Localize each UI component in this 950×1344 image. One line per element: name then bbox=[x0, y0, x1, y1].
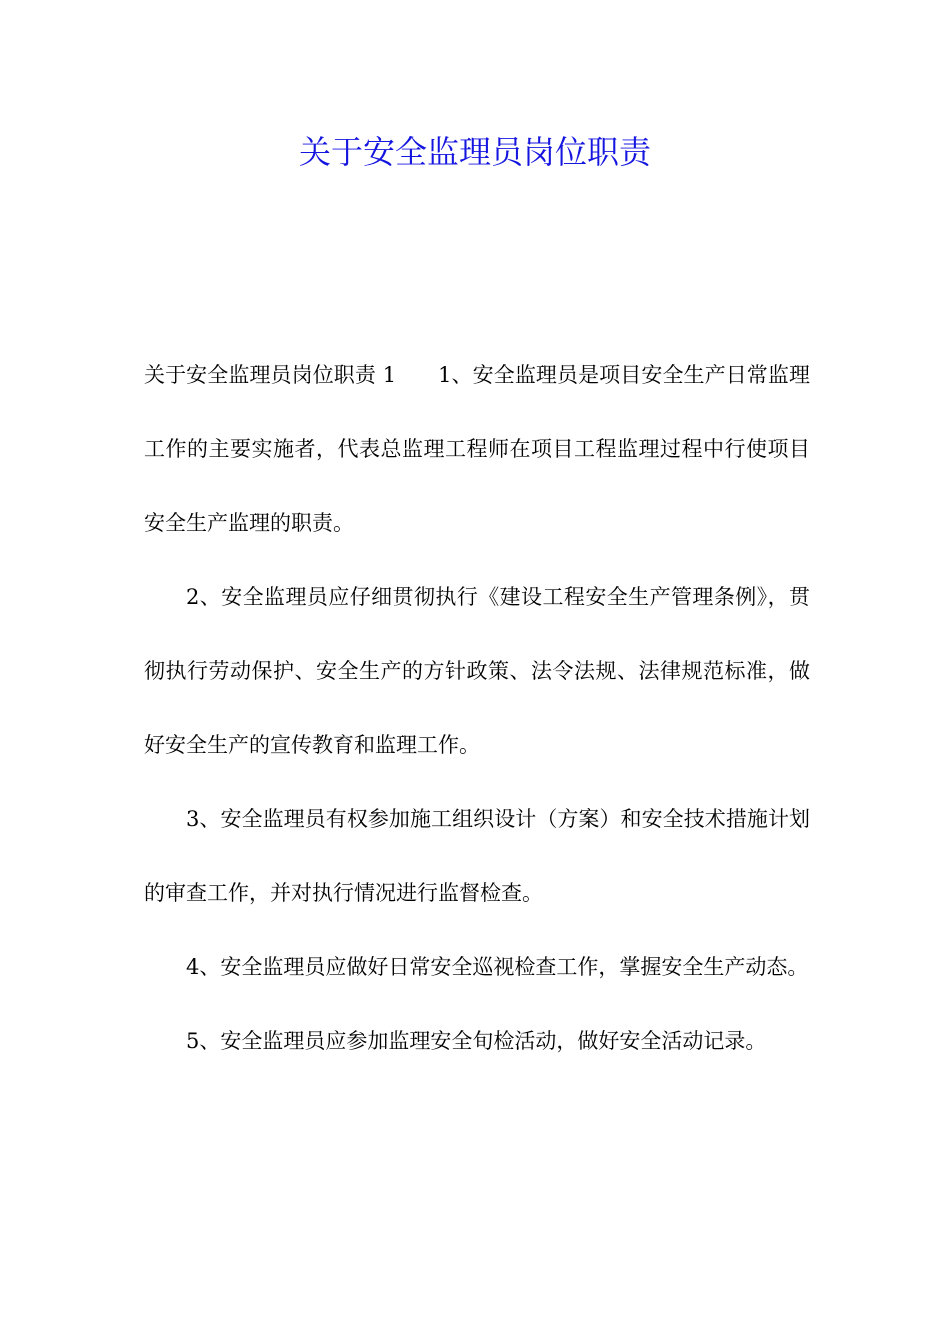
intro-heading: 关于安全监理员岗位职责 1 bbox=[144, 363, 397, 387]
document-body bbox=[144, 338, 810, 1078]
document-title: 关于安全监理员岗位职责 bbox=[298, 133, 651, 171]
paragraph-5: 5、安全监理员应参加监理安全旬检活动，做好安全活动记录。 bbox=[186, 1029, 767, 1053]
paragraph-2: 2、安全监理员应仔细贯彻执行《建设工程安全生产管理条例》，贯彻执行劳动保护、安全生产的方针政策、法令法规、法律规范标准，做好安全生产的宣传教育和监理工作。 bbox=[144, 585, 810, 757]
paragraph-1-text: 1、安全监理员是项目安全生产日常监理工作的主要实施者，代表总监理工程师在项目工程监理过程中行使项目安全生产监理的职责。 bbox=[144, 363, 810, 535]
paragraph-3: 3、安全监理员有权参加施工组织设计（方案）和安全技术措施计划的审查工作，并对执行情况进行监督检查。 bbox=[144, 807, 810, 905]
paragraph-1 bbox=[144, 338, 810, 560]
paragraph-4: 4、安全监理员应做好日常安全巡视检查工作，掌握安全生产动态。 bbox=[186, 955, 809, 979]
